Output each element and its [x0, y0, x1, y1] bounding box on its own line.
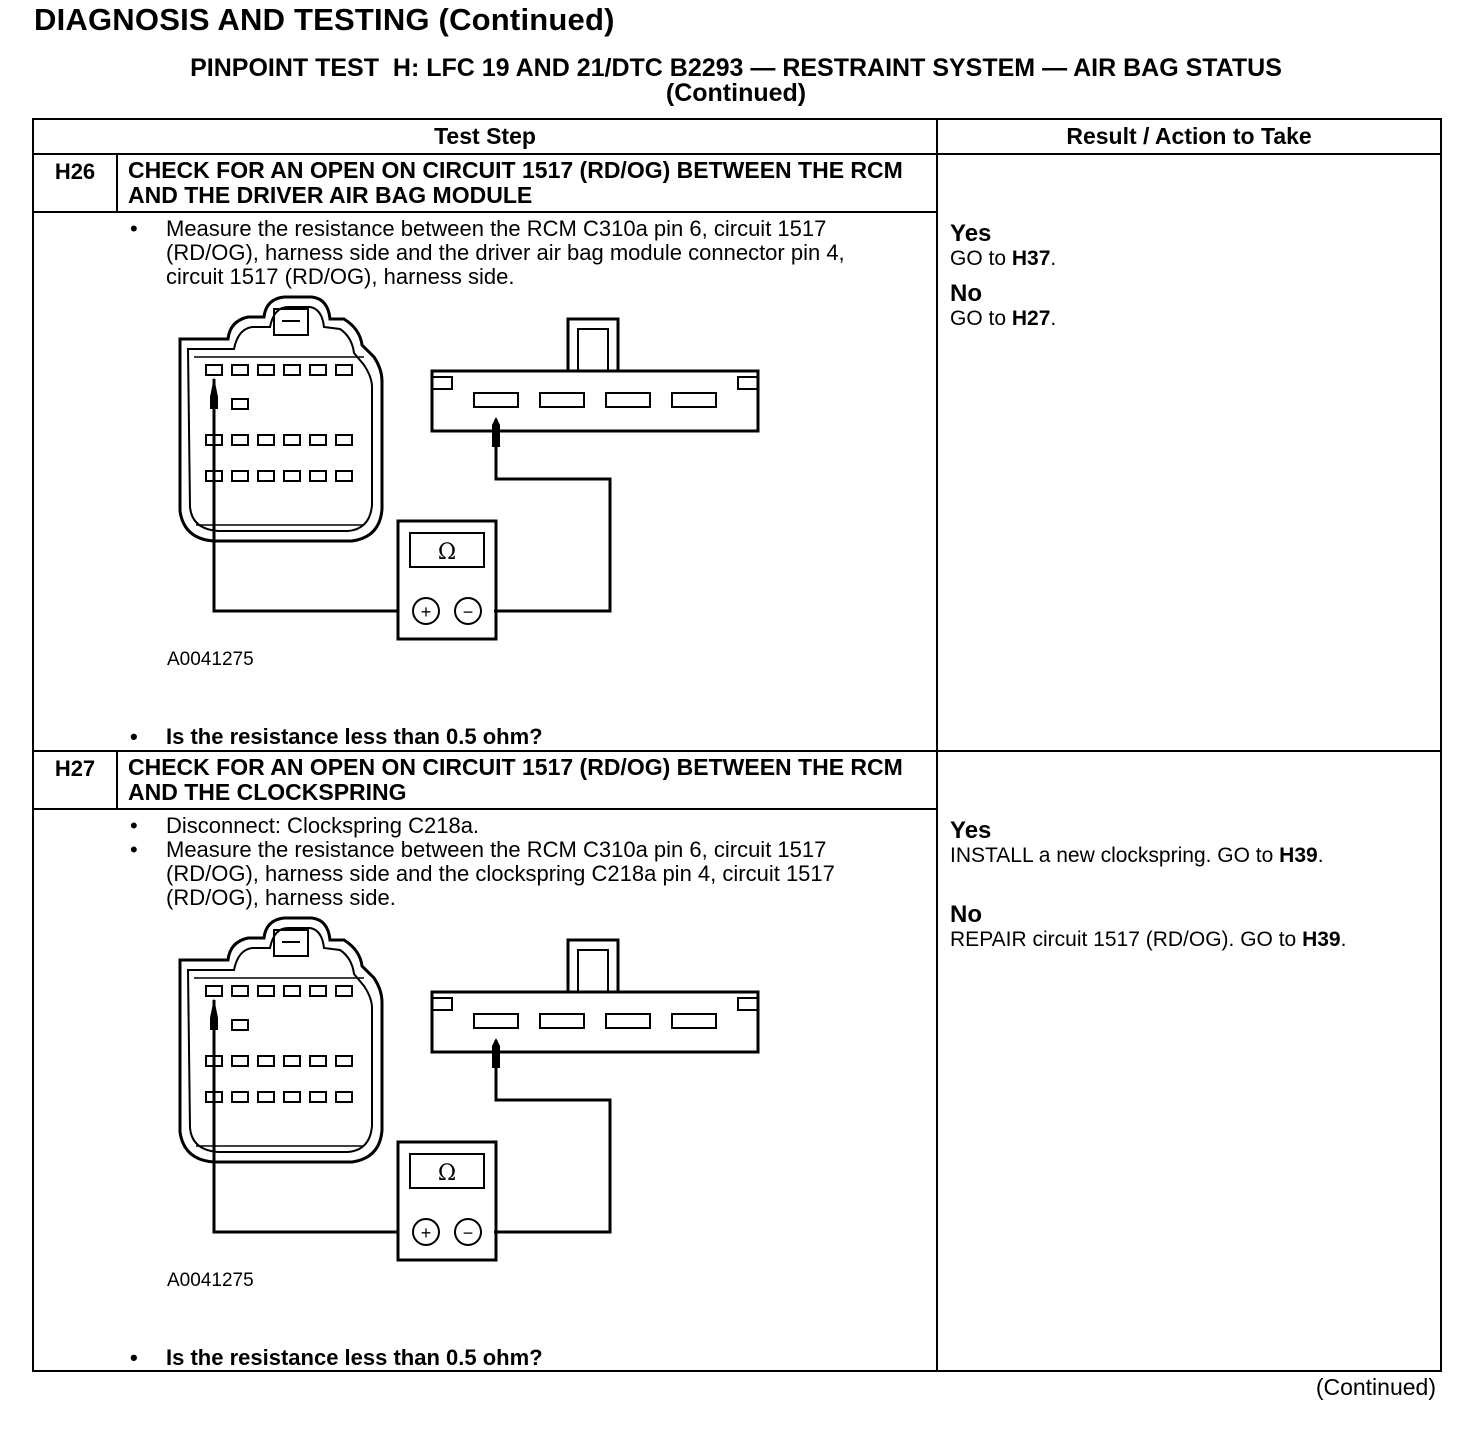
no-label: No [950, 280, 983, 307]
rcm-and-clockspring-diagram [34, 910, 854, 1330]
figure-code: A0041275 [167, 1270, 254, 1291]
test-title-line2: (Continued) [665, 79, 807, 107]
rcm-connector-icon [180, 918, 382, 1162]
probe-icon [492, 1038, 500, 1068]
test-title-line1: PINPOINT TEST H: LFC 19 AND 21/DTC B2293 — RESTRAINT SYSTEM — AIR BAG STATUS [190, 54, 1282, 82]
ohm-symbol: Ω [437, 1161, 457, 1186]
no-target: H27 [1011, 307, 1051, 330]
step-row-h26 [33, 154, 1441, 212]
connector-diagram [34, 289, 936, 709]
yes-target: H37 [1011, 247, 1051, 270]
step-question: • Is the resistance less than 0.5 ohm? [34, 725, 936, 749]
probe-icon [492, 417, 500, 447]
step-id: H27 [33, 751, 117, 809]
probe-icon [210, 998, 218, 1030]
yes-label: Yes [950, 220, 992, 247]
yes-target: H39 [1279, 844, 1318, 867]
continued-footer: (Continued) [1315, 1374, 1436, 1400]
step-bullet: • Disconnect: Clockspring C218a. [34, 814, 936, 838]
result-cell [937, 751, 1441, 1371]
no-action: GO to H27. [950, 307, 1057, 330]
yes-action: GO to H37. [950, 247, 1057, 270]
step-id: H26 [33, 154, 117, 212]
no-target: H39 [1302, 928, 1341, 951]
pinpoint-table [32, 118, 1442, 1372]
col-header-test-step: Test Step [33, 119, 937, 154]
step-bullet: • Measure the resistance between the RCM C310a pin 6, circuit 1517 (RD/OG), harness side and the clockspring C218a pin 4, circuit 1517 (RD/OG), harness side. [34, 838, 936, 910]
step-title: CHECK FOR AN OPEN ON CIRCUIT 1517 (RD/OG) BETWEEN THE RCM AND THE DRIVER AIR BAG MODULE [117, 154, 937, 212]
yes-label: Yes [950, 817, 992, 844]
ohmmeter-icon [398, 1142, 496, 1260]
pinpoint-test-title [34, 56, 1438, 106]
col-header-result: Result / Action to Take [937, 119, 1441, 154]
meter-plus: + [420, 602, 432, 622]
probe-icon [210, 377, 218, 409]
ohmmeter-icon [398, 521, 496, 639]
step-question: • Is the resistance less than 0.5 ohm? [34, 1346, 936, 1370]
page-title: DIAGNOSIS AND TESTING (Continued) [34, 2, 615, 37]
rcm-and-module-diagram [34, 289, 854, 709]
no-action: REPAIR circuit 1517 (RD/OG). GO to H39. [950, 928, 1347, 951]
step-title: CHECK FOR AN OPEN ON CIRCUIT 1517 (RD/OG) BETWEEN THE RCM AND THE CLOCKSPRING [117, 751, 937, 809]
step-row-h27 [33, 751, 1441, 809]
meter-minus: − [462, 602, 474, 622]
connector-diagram [34, 910, 936, 1330]
result-cell [937, 154, 1441, 751]
yes-action: INSTALL a new clockspring. GO to H39. [950, 844, 1324, 867]
step-bullet: • Measure the resistance between the RCM C310a pin 6, circuit 1517 (RD/OG), harness side and the driver air bag module connector pin 4, circuit 1517 (RD/OG), harness side. [34, 217, 936, 289]
meter-minus: − [462, 1223, 474, 1243]
figure-code: A0041275 [167, 649, 254, 670]
no-label: No [950, 901, 983, 928]
ohm-symbol: Ω [437, 540, 457, 565]
meter-plus: + [420, 1223, 432, 1243]
rcm-connector-icon [180, 297, 382, 541]
